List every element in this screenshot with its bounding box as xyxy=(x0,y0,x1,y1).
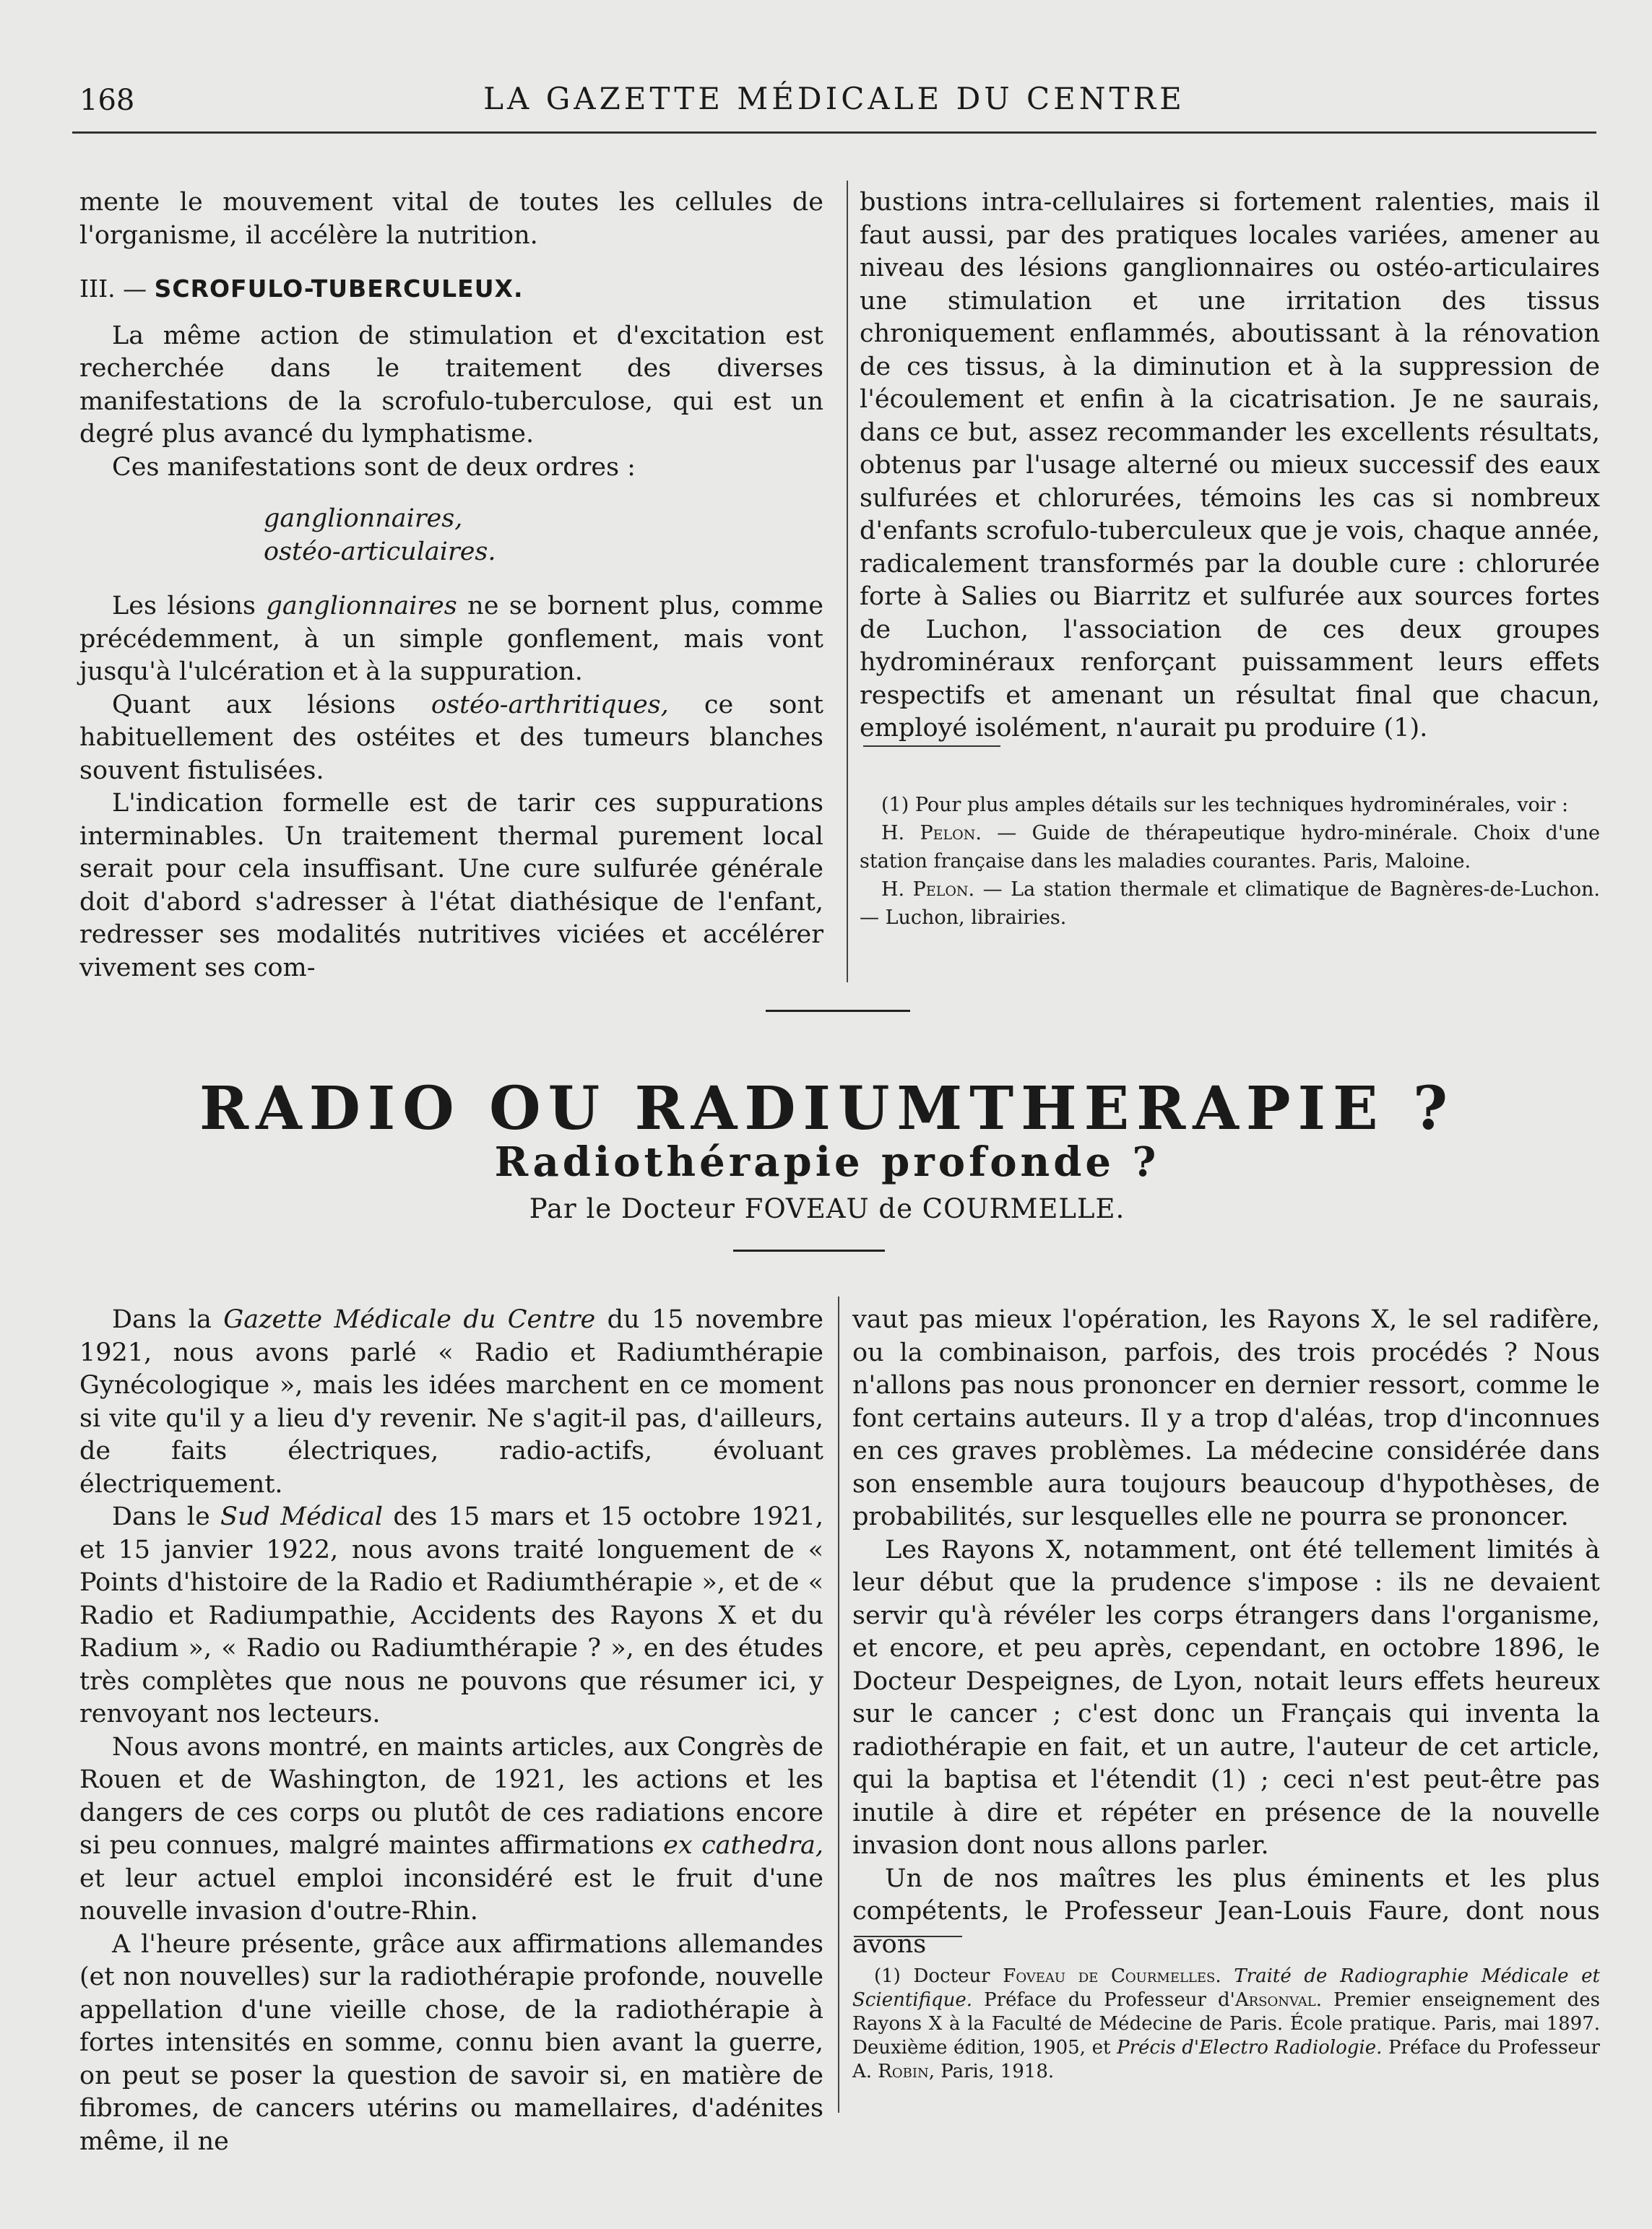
italic-text: ganglionnaires xyxy=(266,592,457,620)
list-item: ostéo-articulaires. xyxy=(264,537,496,566)
footnote: (1) Pour plus amples détails sur les techniques hydrominérales, voir : xyxy=(881,794,1569,816)
paragraph: Ces manifestations sont de deux ordres : xyxy=(112,452,636,482)
list xyxy=(79,503,823,568)
paragraph: L'indication formelle est de tarir ces suppurations interminables. Un traitement thermal purement local serait pour cela insuffisant. Une cure sulfurée générale doit d'abord s'adresser à l'état diathésique de l'enfant, redresser ses modalités nutritives viciées et accélérer vivement ses com- xyxy=(79,789,823,982)
text: Les lésions xyxy=(112,592,267,620)
header-rule xyxy=(72,131,1596,134)
footnote xyxy=(852,1965,1600,2084)
footnotes xyxy=(852,1965,1600,2084)
footnote-name: A. Robin xyxy=(852,2061,929,2082)
footnote-rule xyxy=(854,1936,962,1937)
footnote-author: H. Pelon. xyxy=(881,822,982,844)
text: des 15 mars et 15 octobre 1921, et 15 janvier 1922, nous avons traité longuement de « Points d'histoire de la Radio et Radiumthérapie », et de « Radio et Radiumpathie, Accidents des Rayons X et du Radium », « Radio ou Radiumthérapie ? », en des études très complètes que nous ne pouvons que résumer ici, y renvoyant nos lecteurs. xyxy=(79,1502,823,1728)
article-subtitle: Radiothérapie profonde ? xyxy=(494,1138,1160,1186)
column-divider xyxy=(838,1297,839,2113)
page-header xyxy=(72,78,1596,129)
text: , Paris, 1918. xyxy=(928,2061,1055,2082)
article-byline: Par le Docteur FOVEAU de COURMELLE. xyxy=(529,1193,1125,1224)
bottom-left-column xyxy=(79,1304,823,2158)
text: Quant aux lésions xyxy=(112,690,431,719)
text: Préface du Professeur xyxy=(1382,2037,1600,2059)
italic-text: Précis d'Electro Radiologie. xyxy=(1117,2037,1383,2059)
text: Nous avons montré, en maints articles, aux Congrès de Rouen et de Washington, de 1921, les actions et les dangers de ces corps ou plutôt de ces radiations encore si peu connues, malgré maintes affirmations xyxy=(79,1732,823,1860)
italic-text: ostéo-arthritiques, xyxy=(431,690,669,719)
paragraph: vaut pas mieux l'opération, les Rayons X, le sel radifère, ou la combinaison, parfois, des trois procédés ? Nous n'allons pas nous prononcer en dernier ressort, comme le font certains auteurs. Il y a trop d'aléas, trop d'inconnues en ces graves problèmes. La médecine considérée dans son ensemble aura toujours beaucoup d'hypothèses, de probabilités, sur lesquelles elle ne pourra se prononcer. xyxy=(852,1305,1600,1531)
list-item: ganglionnaires, xyxy=(264,504,463,533)
separator-rule xyxy=(766,1010,910,1012)
paragraph xyxy=(79,1731,823,1929)
footnote xyxy=(860,819,1600,875)
italic-text: Traité de Radiographie Médicale et Scientifique. xyxy=(852,1965,1601,2011)
footnote-name: Arsonval xyxy=(1234,1989,1316,2011)
text: Préface du Professeur d' xyxy=(972,1989,1235,2011)
footnote xyxy=(860,875,1600,932)
text: ce sont habituellement des ostéites et des tumeurs blanches souvent fistulisées. xyxy=(79,690,823,785)
paragraph: A l'heure présente, grâce aux affirmations allemandes (et non nouvelles) sur la radiothérapie profonde, nouvelle appellation d'une vieille chose, de la radiothérapie à fortes intensités en somme, connu bien avant la guerre, on peut se poser la question de savoir si, en matière de fibromes, de cancers utérins ou mamellaires, d'adénites même, il ne xyxy=(79,1929,823,2156)
paragraph xyxy=(79,590,823,689)
italic-text: ex cathedra, xyxy=(663,1831,823,1860)
page-number: 168 xyxy=(79,84,135,117)
text: . Premier enseignement des Rayons X à la Faculté de Médecine de Paris. École pratique. Paris, mai 1897. Deuxième édition, 1905, et xyxy=(852,1989,1600,2059)
bottom-right-column xyxy=(852,1304,1600,1961)
journal-title: LA GAZETTE MÉDICALE DU CENTRE xyxy=(483,81,1185,116)
paragraph: Un de nos maîtres les plus éminents et les plus compétents, le Professeur Jean-Louis Faure, dont nous avons xyxy=(852,1864,1600,1959)
text: du 15 novembre 1921, nous avons parlé « Radio et Radiumthérapie Gynécologique », mais les idées marchent en ce moment si vite qu'il y a lieu d'y revenir. Ne s'agit-il pas, d'ailleurs, de faits électriques, radio-actifs, évoluant électriquement. xyxy=(79,1305,824,1499)
top-left-column xyxy=(79,186,823,984)
article-title: RADIO OU RADIUMTHERAPIE ? xyxy=(199,1074,1456,1143)
text: ne se bornent plus, comme précédemment, à un simple gonflement, mais vont jusqu'à l'ulcération et à la suppuration. xyxy=(79,592,823,686)
text: (1) Docteur xyxy=(874,1965,1003,1987)
section-number: III. — xyxy=(79,274,155,303)
paragraph xyxy=(79,1304,823,1501)
footnotes xyxy=(860,791,1600,932)
text: . xyxy=(1215,1965,1234,1987)
footnote-author: Foveau de Courmelles xyxy=(1003,1965,1216,1987)
italic-text: Sud Médical xyxy=(220,1502,384,1531)
text: et leur actuel emploi inconsidéré est le fruit d'une nouvelle invasion d'outre-Rhin. xyxy=(79,1864,823,1926)
column-divider xyxy=(847,181,848,982)
paragraph: bustions intra-cellulaires si fortement ralenties, mais il faut aussi, par des pratiques locales variées, amener au niveau des lésions ganglionnaires ou ostéo-articulaires une stimulation et une irritation des tissus chroniquement enflammés, aboutissant à la rénovation de ces tissus, à la diminution et à la suppression de l'écoulement et enfin à la cicatrisation. Je ne saurais, dans ce but, assez recommander les excellents résultats, obtenus par l'usage alterné ou mieux successif des eaux sulfurées et chlorurées, témoins les cas si nombreux d'enfants scrofulo-tuberculeux que je vois, chaque année, radicalement transformés par la double cure : chlorurée forte à Salies ou Biarritz et sulfurée aux sources fortes de Luchon, l'association de ces deux groupes hydrominéraux renforçant puissamment leurs effets respectifs et amenant un résultat final que chacun, employé isolément, n'aurait pu produire (1). xyxy=(860,188,1600,743)
text: — La station thermale et climatique de Bagnères-de-Luchon. — Luchon, librairies. xyxy=(860,878,1600,929)
paragraph xyxy=(79,1501,823,1731)
paragraph: Les Rayons X, notamment, ont été tellement limités à leur début que la prudence s'impose : ils ne devaient servir qu'à révéler les corps étrangers dans l'organisme, et encore, et peu après, cependant, en octobre 1896, le Docteur Despeignes, de Lyon, notait leurs effets heureux sur le cancer ; c'est donc un Français qui inventa la radiothérapie en fait, et un autre, l'auteur de cet article, qui la baptisa et l'étendit (1) ; ceci n'est peut-être pas inutile à dire et répéter en présence de la nouvelle invasion dont nous allons parler. xyxy=(852,1535,1600,1860)
text: — Guide de thérapeutique hydro-minérale. Choix d'une station française dans les maladies courantes. Paris, Maloine. xyxy=(860,822,1600,873)
footnote-rule xyxy=(863,745,1000,747)
text: Dans le xyxy=(112,1502,221,1531)
separator-rule xyxy=(733,1250,885,1252)
footnote-author: H. Pelon. xyxy=(881,878,975,901)
section-title: SCROFULO-TUBERCULEUX. xyxy=(154,274,524,303)
paragraph xyxy=(79,689,823,788)
top-right-column xyxy=(860,186,1600,745)
paragraph: La même action de stimulation et d'excitation est recherchée dans le traitement des diverses manifestations de la scrofulo-tuberculose, qui est un degré plus avancé du lymphatisme. xyxy=(79,321,823,449)
italic-text: Gazette Médicale du Centre xyxy=(223,1305,596,1334)
section-heading xyxy=(79,272,823,306)
paragraph: mente le mouvement vital de toutes les cellules de l'organisme, il accélère la nutrition. xyxy=(79,188,823,250)
text: Dans la xyxy=(112,1305,224,1334)
